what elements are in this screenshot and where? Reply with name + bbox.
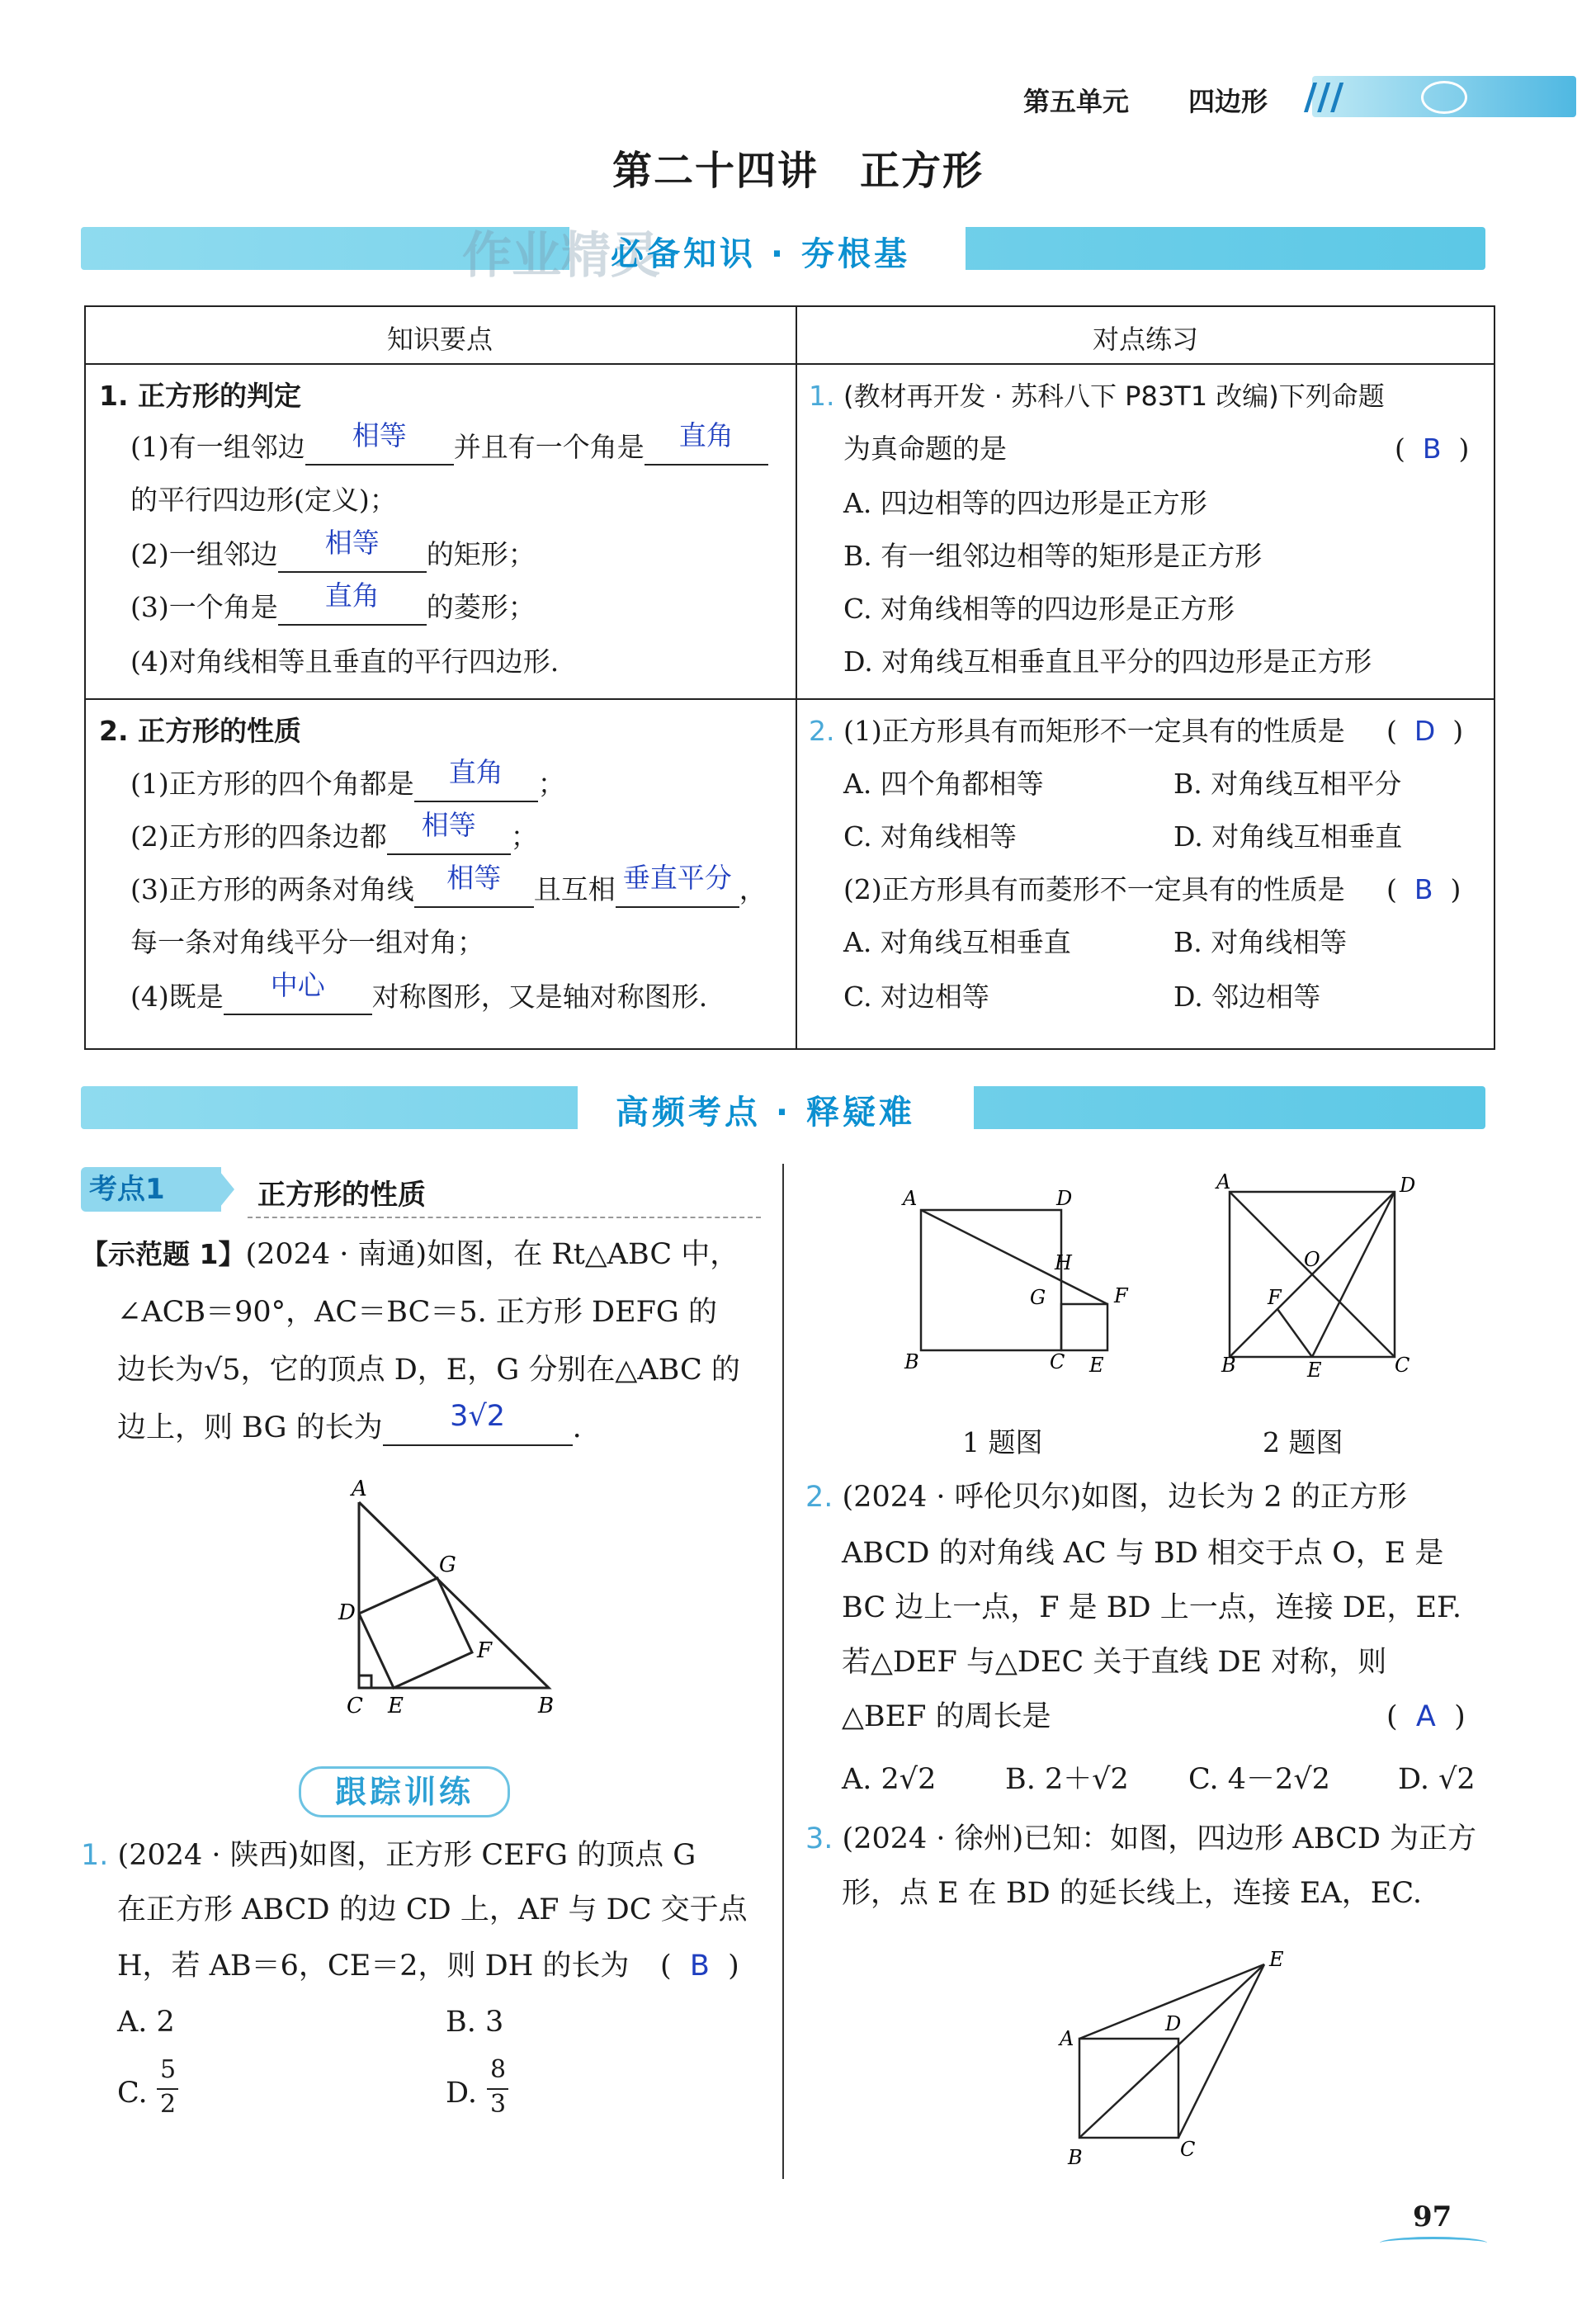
t3-l1: (2024 · 徐州)已知：如图，四边形 ABCD 为正方	[842, 1822, 1477, 1855]
q2-p1-option-c: C. 对角线相等	[843, 820, 1018, 853]
t1-answer: B	[689, 1950, 710, 1983]
fig1-label-b: B	[904, 1350, 919, 1373]
example-l3: 边长为√5，它的顶点 D，E，G 分别在△ABC 的	[117, 1354, 740, 1387]
kaodian-badge	[81, 1167, 221, 1212]
watermark: 作业精灵	[462, 227, 660, 285]
table-col-divider	[796, 305, 797, 1048]
t2-l3: BC 边上一点，F 是 BD 上一点，连接 DE，EF.	[842, 1591, 1461, 1624]
property-l3c: ，	[739, 873, 767, 905]
q2-p2-answer: B	[1414, 873, 1433, 905]
fig1-label-d: D	[1056, 1187, 1073, 1210]
property-l3a: (3)正方形的两条对角线	[130, 873, 414, 905]
example-label-b: B	[538, 1694, 555, 1718]
page-number-wave-icon	[1380, 2237, 1487, 2249]
example-l4a: 边上，则 BG 的长为	[117, 1411, 383, 1444]
example-l1: (2024 · 南通)如图，在 Rt△ABC 中，	[245, 1238, 739, 1271]
fig2-label-f: F	[1268, 1286, 1282, 1309]
table-col2-header: 对点练习	[1092, 324, 1198, 355]
judgement-l1b: 并且有一个角是	[453, 431, 645, 463]
q2-p1-option-d: D. 对角线互相垂直	[1173, 820, 1403, 853]
example-l2: ∠ACB＝90°，AC＝BC＝5. 正方形 DEFG 的	[117, 1296, 717, 1329]
example-l4b: .	[572, 1411, 582, 1444]
fig1-label-g: G	[1030, 1286, 1046, 1309]
t2-line-1	[805, 1481, 1407, 1514]
judgement-l3b: 的菱形；	[426, 591, 536, 623]
t1-option-b: B. 3	[446, 2006, 504, 2039]
q1-option-d: D. 对角线互相垂直且平分的四边形是正方形	[843, 645, 1372, 678]
fig2-caption: 2 题图	[1263, 1426, 1343, 1458]
property-l3d: 每一条对角线平分一组对角；	[130, 926, 484, 958]
answer-blank: 直角	[678, 419, 734, 451]
t2-l1: (2024 · 呼伦贝尔)如图，边长为 2 的正方形	[842, 1481, 1407, 1514]
header-unit: 第五单元	[1023, 86, 1130, 117]
q1-title2: 为真命题的是	[843, 432, 1007, 465]
fig3-label-d: D	[1165, 2012, 1182, 2035]
property-l2a: (2)正方形的四条边都	[130, 820, 387, 853]
t1-paren: ( B )	[660, 1950, 739, 1983]
t2-option-d: D. √2	[1398, 1763, 1476, 1796]
judgement-line-1	[130, 419, 768, 466]
t1-option-c-num: 5	[160, 2055, 177, 2084]
kaodian-title: 正方形的性质	[257, 1179, 426, 1212]
property-l1b: ；	[537, 768, 565, 800]
answer-blank: 中心	[270, 969, 325, 1001]
q1-option-b: B. 有一组邻边相等的矩形是正方形	[843, 540, 1263, 572]
answer-blank: 直角	[448, 756, 503, 788]
property-line-4	[130, 969, 708, 1015]
q1-line-1	[809, 380, 1385, 413]
property-l1a: (1)正方形的四个角都是	[130, 768, 414, 800]
t2-option-c: C. 4－2√2	[1188, 1763, 1330, 1796]
answer-blank: 相等	[324, 527, 380, 559]
property-l4a: (4)既是	[130, 981, 224, 1013]
q2-p1-option-b: B. 对角线互相平分	[1173, 768, 1402, 800]
answer-blank: 3√2	[450, 1400, 506, 1433]
t1-l2: 在正方形 ABCD 的边 CD 上，AF 与 DC 交于点	[117, 1893, 748, 1926]
q2-p2-option-b: B. 对角线相等	[1173, 926, 1348, 958]
fig1-label-c: C	[1050, 1350, 1065, 1373]
track-title	[299, 1766, 510, 1817]
q2-line-1	[809, 715, 1345, 748]
section1-title: 必备知识 · 夯根基	[611, 235, 911, 273]
t1-option-c-label: C.	[117, 2077, 148, 2110]
kaodian-badge-label: 考点1	[89, 1173, 165, 1206]
fig3-label-b: B	[1068, 2146, 1083, 2169]
t1-option-c-den: 2	[160, 2090, 177, 2119]
fig3-label-e: E	[1269, 1948, 1284, 1971]
q2-p1-paren: ( D )	[1386, 715, 1464, 747]
t2-l2: ABCD 的对角线 AC 与 BD 相交于点 O，E 是	[842, 1537, 1444, 1570]
example-label-a: A	[352, 1477, 367, 1501]
t1-l1: (2024 · 陕西)如图，正方形 CEFG 的顶点 G	[117, 1839, 696, 1872]
judgement-l2a: (2)一组邻边	[130, 538, 278, 570]
answer-blank: 相等	[352, 419, 407, 451]
table-col1-header: 知识要点	[386, 324, 493, 355]
t3-l2: 形，点 E 在 BD 的延长线上，连接 EA，EC.	[842, 1877, 1422, 1910]
table-row-divider-2	[84, 698, 1494, 700]
t2-option-b: B. 2＋√2	[1005, 1763, 1129, 1796]
header-slash-icon: ///	[1304, 76, 1344, 118]
judgement-l4: (4)对角线相等且垂直的平行四边形.	[130, 645, 560, 678]
t1-l3: H，若 AB＝6，CE＝2，则 DH 的长为	[117, 1950, 630, 1983]
property-l2b: ；	[510, 820, 538, 853]
q1-option-a: A. 四边相等的四边形是正方形	[843, 487, 1207, 519]
fig2-label-c: C	[1395, 1354, 1410, 1377]
fig1-label-f: F	[1114, 1284, 1128, 1307]
judgement-line-2	[130, 527, 536, 573]
t3-line-1	[805, 1822, 1476, 1855]
fig2-label-e: E	[1307, 1359, 1322, 1378]
t2-option-a: A. 2√2	[842, 1763, 937, 1796]
judgement-title: 1. 正方形的判定	[99, 380, 301, 412]
example-label: 【示范题 1】	[81, 1238, 246, 1270]
example-line-1	[81, 1238, 739, 1271]
book-icon	[1421, 81, 1467, 114]
example-label-g: G	[439, 1553, 456, 1577]
kaodian-arrow-icon	[216, 1167, 234, 1212]
header-topic: 四边形	[1188, 86, 1268, 117]
fig1-caption: 1 题图	[962, 1426, 1043, 1458]
answer-blank: 相等	[421, 809, 476, 841]
fig1-label-h: H	[1055, 1251, 1072, 1274]
fig2-label-a: A	[1216, 1172, 1231, 1193]
property-line-3	[130, 862, 767, 908]
fig1-label-a: A	[903, 1187, 918, 1210]
judgement-l2b: 的矩形；	[426, 538, 536, 570]
answer-blank: 直角	[324, 579, 380, 612]
q2-p1-option-a: A. 四个角都相等	[843, 768, 1044, 800]
t1-option-a: A. 2	[117, 2006, 175, 2039]
t2-paren: ( A )	[1386, 1700, 1466, 1733]
answer-blank: 相等	[446, 862, 502, 894]
fig2-label-o: O	[1304, 1248, 1320, 1271]
fig3-label-a: A	[1060, 2027, 1074, 2050]
q2-p2-option-a: A. 对角线互相垂直	[843, 926, 1071, 958]
q2-num: 2.	[809, 715, 835, 747]
example-label-f: F	[477, 1638, 493, 1663]
table-row-divider-1	[84, 363, 1494, 365]
property-line-1	[130, 756, 565, 802]
q1-title: (教材再开发 · 苏科八下 P83T1 改编)下列命题	[843, 380, 1385, 412]
example-label-c: C	[347, 1694, 363, 1718]
example-label-d: D	[338, 1600, 356, 1625]
judgement-l1a: (1)有一组邻边	[130, 431, 305, 463]
example-line-4	[117, 1400, 582, 1446]
figure-3	[1048, 1948, 1296, 2171]
lecture-title: 第二十四讲 正方形	[611, 148, 984, 194]
t1-option-d-den: 3	[490, 2090, 507, 2119]
property-l4b: 对称图形，又是轴对称图形.	[371, 981, 708, 1013]
q2-p2-option-c: C. 对边相等	[843, 981, 990, 1013]
section2-title: 高频考点 · 释疑难	[616, 1094, 916, 1132]
track-title-label: 跟踪训练	[334, 1774, 474, 1810]
fig1-label-e: E	[1089, 1354, 1104, 1377]
figure-1	[891, 1180, 1139, 1378]
t2-num: 2.	[805, 1481, 833, 1514]
column-divider	[782, 1164, 784, 2179]
judgement-line-3	[130, 579, 536, 626]
t1-option-d-num: 8	[490, 2055, 507, 2084]
t1-num: 1.	[81, 1839, 109, 1872]
property-line-2	[130, 809, 538, 855]
q2-p1: (1)正方形具有而矩形不一定具有的性质是	[843, 715, 1345, 747]
answer-blank: 垂直平分	[622, 862, 732, 894]
judgement-l3a: (3)一个角是	[130, 591, 278, 623]
example-figure	[322, 1477, 586, 1733]
q1-answer: B	[1422, 432, 1442, 465]
t2-answer: A	[1415, 1700, 1436, 1733]
q2-p2-option-d: D. 邻边相等	[1173, 981, 1321, 1013]
q1-option-c: C. 对角线相等的四边形是正方形	[843, 593, 1235, 625]
figure-2	[1205, 1172, 1452, 1378]
example-label-e: E	[388, 1694, 404, 1718]
judgement-l1c: 的平行四边形(定义)；	[130, 484, 397, 516]
page-number: 97	[1413, 2200, 1452, 2233]
q2-p1-answer: D	[1414, 715, 1436, 747]
property-l3b: 且互相	[533, 873, 616, 905]
property-title: 2. 正方形的性质	[99, 715, 301, 747]
fig3-label-c: C	[1180, 2138, 1196, 2161]
q1-answer-paren: ( B )	[1395, 432, 1470, 465]
t1-option-d-label: D.	[446, 2077, 477, 2110]
t1-line-1	[81, 1839, 696, 1872]
q2-p2: (2)正方形具有而菱形不一定具有的性质是	[843, 873, 1345, 905]
kaodian-dashed-rule	[248, 1217, 761, 1218]
t2-l4: 若△DEF 与△DEC 关于直线 DE 对称，则	[842, 1646, 1387, 1679]
q1-num: 1.	[809, 380, 835, 412]
fig2-label-b: B	[1221, 1354, 1236, 1377]
q2-p2-paren: ( B )	[1386, 873, 1461, 905]
fig2-label-d: D	[1400, 1174, 1416, 1197]
t2-l5: △BEF 的周长是	[842, 1700, 1051, 1733]
t3-num: 3.	[805, 1822, 833, 1855]
